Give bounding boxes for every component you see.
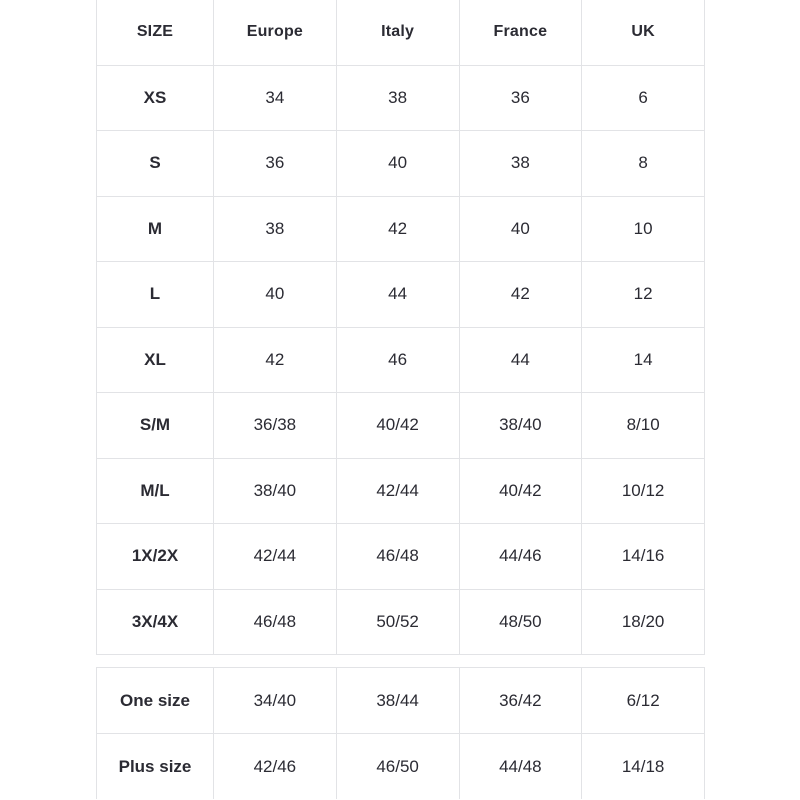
cell-europe: 36/38: [214, 393, 337, 459]
table-body: [97, 668, 705, 800]
cell-france: 42: [459, 262, 582, 328]
row-label: 1X/2X: [97, 524, 214, 590]
cell-italy: 38: [336, 65, 459, 131]
cell-france: 38/40: [459, 393, 582, 459]
cell-uk: 10: [582, 196, 705, 262]
cell-italy: 46/48: [336, 524, 459, 590]
table-row: [97, 393, 705, 459]
table-row: [97, 734, 705, 800]
table-row: [97, 65, 705, 131]
cell-italy: 50/52: [336, 589, 459, 655]
cell-france: 44/48: [459, 734, 582, 800]
column-header-france: France: [459, 0, 582, 65]
cell-europe: 42/44: [214, 524, 337, 590]
row-label: M: [97, 196, 214, 262]
cell-italy: 40/42: [336, 393, 459, 459]
column-header-italy: Italy: [336, 0, 459, 65]
cell-europe: 36: [214, 131, 337, 197]
row-label: One size: [97, 668, 214, 734]
cell-uk: 6: [582, 65, 705, 131]
column-header-size: SIZE: [97, 0, 214, 65]
cell-italy: 42/44: [336, 458, 459, 524]
cell-europe: 34/40: [214, 668, 337, 734]
row-label: S: [97, 131, 214, 197]
cell-uk: 8/10: [582, 393, 705, 459]
cell-europe: 40: [214, 262, 337, 328]
cell-europe: 38: [214, 196, 337, 262]
table-row: [97, 196, 705, 262]
table-row: [97, 131, 705, 197]
column-header-uk: UK: [582, 0, 705, 65]
cell-europe: 38/40: [214, 458, 337, 524]
table-header-row: [97, 0, 705, 65]
table-row: [97, 668, 705, 734]
cell-uk: 14/16: [582, 524, 705, 590]
size-conversion-table: [96, 0, 705, 655]
cell-italy: 44: [336, 262, 459, 328]
extra-size-table-wrapper: [96, 667, 705, 799]
row-label: S/M: [97, 393, 214, 459]
cell-france: 44/46: [459, 524, 582, 590]
cell-uk: 14: [582, 327, 705, 393]
cell-italy: 42: [336, 196, 459, 262]
row-label: 3X/4X: [97, 589, 214, 655]
cell-france: 40/42: [459, 458, 582, 524]
main-size-table-wrapper: [96, 0, 705, 655]
cell-europe: 46/48: [214, 589, 337, 655]
cell-france: 44: [459, 327, 582, 393]
cell-europe: 42: [214, 327, 337, 393]
cell-uk: 12: [582, 262, 705, 328]
cell-uk: 14/18: [582, 734, 705, 800]
column-header-europe: Europe: [214, 0, 337, 65]
cell-europe: 34: [214, 65, 337, 131]
table-row: [97, 327, 705, 393]
table-row: [97, 262, 705, 328]
cell-france: 36: [459, 65, 582, 131]
table-row: [97, 458, 705, 524]
row-label: XL: [97, 327, 214, 393]
cell-italy: 46: [336, 327, 459, 393]
one-size-plus-size-table: [96, 667, 705, 799]
cell-france: 40: [459, 196, 582, 262]
cell-france: 38: [459, 131, 582, 197]
cell-france: 48/50: [459, 589, 582, 655]
cell-italy: 38/44: [336, 668, 459, 734]
row-label: L: [97, 262, 214, 328]
row-label: Plus size: [97, 734, 214, 800]
cell-europe: 42/46: [214, 734, 337, 800]
cell-italy: 40: [336, 131, 459, 197]
row-label: M/L: [97, 458, 214, 524]
row-label: XS: [97, 65, 214, 131]
table-header: [97, 0, 705, 65]
cell-uk: 8: [582, 131, 705, 197]
table-row: [97, 524, 705, 590]
table-row: [97, 589, 705, 655]
cell-uk: 10/12: [582, 458, 705, 524]
cell-france: 36/42: [459, 668, 582, 734]
cell-italy: 46/50: [336, 734, 459, 800]
cell-uk: 18/20: [582, 589, 705, 655]
table-body: [97, 65, 705, 655]
cell-uk: 6/12: [582, 668, 705, 734]
